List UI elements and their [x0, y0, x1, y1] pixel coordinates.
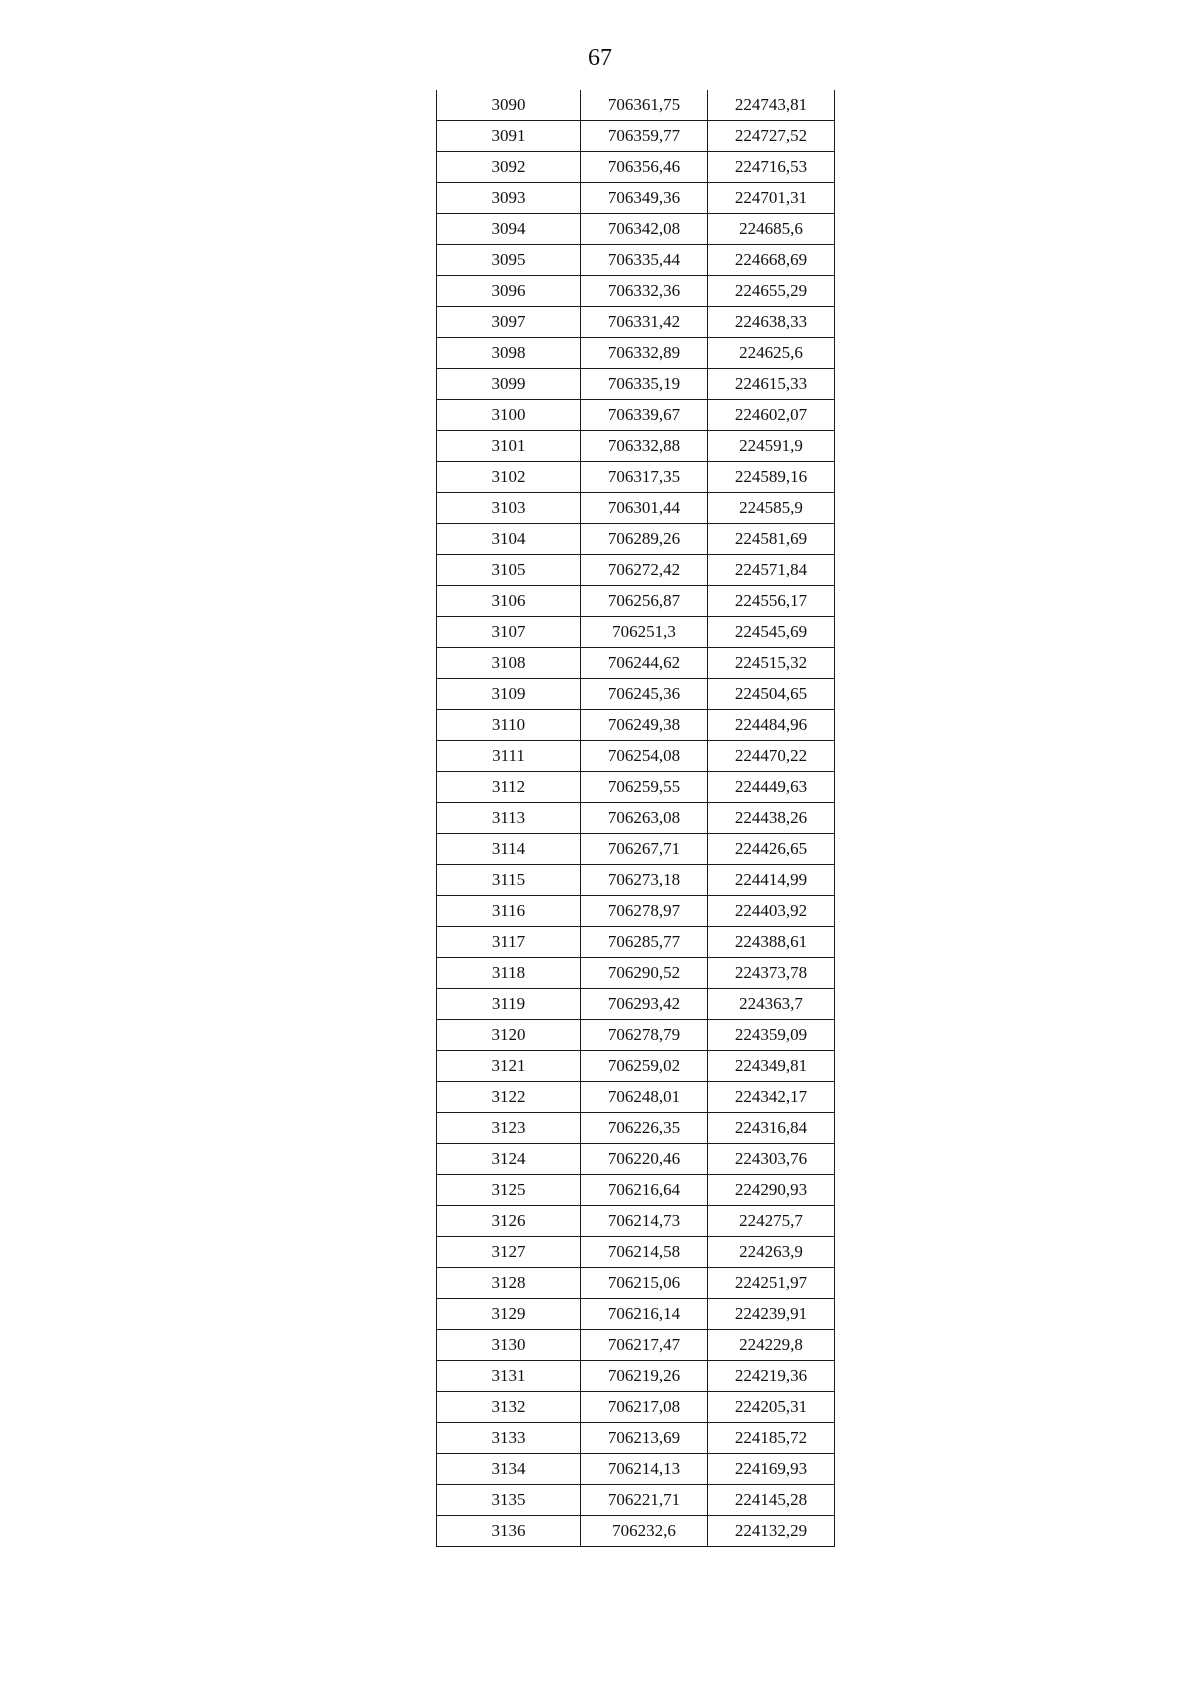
x-coordinate-cell: 706339,67 — [581, 400, 708, 431]
x-coordinate-cell: 706214,13 — [581, 1454, 708, 1485]
y-coordinate-cell: 224275,7 — [708, 1206, 835, 1237]
x-coordinate-cell: 706248,01 — [581, 1082, 708, 1113]
table-row — [437, 896, 835, 927]
point-number-cell: 3105 — [437, 555, 581, 586]
point-number-cell: 3113 — [437, 803, 581, 834]
y-coordinate-cell: 224132,29 — [708, 1516, 835, 1547]
y-coordinate-cell: 224185,72 — [708, 1423, 835, 1454]
x-coordinate-cell: 706335,44 — [581, 245, 708, 276]
point-number-cell: 3115 — [437, 865, 581, 896]
y-coordinate-cell: 224169,93 — [708, 1454, 835, 1485]
point-number-cell: 3121 — [437, 1051, 581, 1082]
table-row — [437, 183, 835, 214]
table-row — [437, 245, 835, 276]
y-coordinate-cell: 224363,7 — [708, 989, 835, 1020]
table-row — [437, 307, 835, 338]
point-number-cell: 3127 — [437, 1237, 581, 1268]
x-coordinate-cell: 706301,44 — [581, 493, 708, 524]
point-number-cell: 3119 — [437, 989, 581, 1020]
y-coordinate-cell: 224655,29 — [708, 276, 835, 307]
table-row — [437, 1144, 835, 1175]
table-row — [437, 1361, 835, 1392]
x-coordinate-cell: 706221,71 — [581, 1485, 708, 1516]
x-coordinate-cell: 706356,46 — [581, 152, 708, 183]
table-row — [437, 1516, 835, 1547]
table-row — [437, 741, 835, 772]
y-coordinate-cell: 224303,76 — [708, 1144, 835, 1175]
table-row — [437, 400, 835, 431]
table-row — [437, 462, 835, 493]
table-row — [437, 1423, 835, 1454]
y-coordinate-cell: 224219,36 — [708, 1361, 835, 1392]
y-coordinate-cell: 224591,9 — [708, 431, 835, 462]
table-row — [437, 1082, 835, 1113]
y-coordinate-cell: 224545,69 — [708, 617, 835, 648]
y-coordinate-cell: 224205,31 — [708, 1392, 835, 1423]
y-coordinate-cell: 224229,8 — [708, 1330, 835, 1361]
x-coordinate-cell: 706361,75 — [581, 90, 708, 121]
y-coordinate-cell: 224470,22 — [708, 741, 835, 772]
coordinates-table — [436, 90, 835, 1547]
x-coordinate-cell: 706349,36 — [581, 183, 708, 214]
x-coordinate-cell: 706317,35 — [581, 462, 708, 493]
table-row — [437, 772, 835, 803]
point-number-cell: 3099 — [437, 369, 581, 400]
point-number-cell: 3133 — [437, 1423, 581, 1454]
point-number-cell: 3126 — [437, 1206, 581, 1237]
x-coordinate-cell: 706216,14 — [581, 1299, 708, 1330]
x-coordinate-cell: 706214,73 — [581, 1206, 708, 1237]
y-coordinate-cell: 224743,81 — [708, 90, 835, 121]
x-coordinate-cell: 706214,58 — [581, 1237, 708, 1268]
point-number-cell: 3108 — [437, 648, 581, 679]
table-row — [437, 586, 835, 617]
point-number-cell: 3130 — [437, 1330, 581, 1361]
y-coordinate-cell: 224685,6 — [708, 214, 835, 245]
x-coordinate-cell: 706213,69 — [581, 1423, 708, 1454]
table-row — [437, 927, 835, 958]
x-coordinate-cell: 706217,08 — [581, 1392, 708, 1423]
y-coordinate-cell: 224571,84 — [708, 555, 835, 586]
point-number-cell: 3091 — [437, 121, 581, 152]
point-number-cell: 3101 — [437, 431, 581, 462]
point-number-cell: 3129 — [437, 1299, 581, 1330]
y-coordinate-cell: 224515,32 — [708, 648, 835, 679]
x-coordinate-cell: 706219,26 — [581, 1361, 708, 1392]
x-coordinate-cell: 706272,42 — [581, 555, 708, 586]
y-coordinate-cell: 224426,65 — [708, 834, 835, 865]
y-coordinate-cell: 224414,99 — [708, 865, 835, 896]
point-number-cell: 3095 — [437, 245, 581, 276]
x-coordinate-cell: 706267,71 — [581, 834, 708, 865]
x-coordinate-cell: 706290,52 — [581, 958, 708, 989]
point-number-cell: 3134 — [437, 1454, 581, 1485]
table-row — [437, 1051, 835, 1082]
y-coordinate-cell: 224625,6 — [708, 338, 835, 369]
point-number-cell: 3103 — [437, 493, 581, 524]
point-number-cell: 3111 — [437, 741, 581, 772]
x-coordinate-cell: 706259,02 — [581, 1051, 708, 1082]
y-coordinate-cell: 224239,91 — [708, 1299, 835, 1330]
y-coordinate-cell: 224504,65 — [708, 679, 835, 710]
y-coordinate-cell: 224438,26 — [708, 803, 835, 834]
table-row — [437, 493, 835, 524]
table-row — [437, 1392, 835, 1423]
point-number-cell: 3128 — [437, 1268, 581, 1299]
x-coordinate-cell: 706244,62 — [581, 648, 708, 679]
table-row — [437, 1485, 835, 1516]
x-coordinate-cell: 706331,42 — [581, 307, 708, 338]
point-number-cell: 3124 — [437, 1144, 581, 1175]
point-number-cell: 3132 — [437, 1392, 581, 1423]
x-coordinate-cell: 706278,97 — [581, 896, 708, 927]
table-row — [437, 1175, 835, 1206]
x-coordinate-cell: 706263,08 — [581, 803, 708, 834]
x-coordinate-cell: 706256,87 — [581, 586, 708, 617]
page-number: 67 — [588, 45, 612, 71]
y-coordinate-cell: 224484,96 — [708, 710, 835, 741]
x-coordinate-cell: 706220,46 — [581, 1144, 708, 1175]
x-coordinate-cell: 706254,08 — [581, 741, 708, 772]
table-row — [437, 958, 835, 989]
table-row — [437, 369, 835, 400]
y-coordinate-cell: 224263,9 — [708, 1237, 835, 1268]
x-coordinate-cell: 706217,47 — [581, 1330, 708, 1361]
y-coordinate-cell: 224716,53 — [708, 152, 835, 183]
point-number-cell: 3097 — [437, 307, 581, 338]
table-row — [437, 121, 835, 152]
y-coordinate-cell: 224316,84 — [708, 1113, 835, 1144]
table-row — [437, 555, 835, 586]
y-coordinate-cell: 224602,07 — [708, 400, 835, 431]
point-number-cell: 3098 — [437, 338, 581, 369]
table-row — [437, 803, 835, 834]
y-coordinate-cell: 224581,69 — [708, 524, 835, 555]
point-number-cell: 3100 — [437, 400, 581, 431]
table-row — [437, 276, 835, 307]
point-number-cell: 3123 — [437, 1113, 581, 1144]
point-number-cell: 3109 — [437, 679, 581, 710]
point-number-cell: 3096 — [437, 276, 581, 307]
table-row — [437, 431, 835, 462]
x-coordinate-cell: 706342,08 — [581, 214, 708, 245]
y-coordinate-cell: 224727,52 — [708, 121, 835, 152]
y-coordinate-cell: 224388,61 — [708, 927, 835, 958]
y-coordinate-cell: 224638,33 — [708, 307, 835, 338]
y-coordinate-cell: 224556,17 — [708, 586, 835, 617]
table-row — [437, 214, 835, 245]
table-row — [437, 1268, 835, 1299]
x-coordinate-cell: 706249,38 — [581, 710, 708, 741]
y-coordinate-cell: 224145,28 — [708, 1485, 835, 1516]
y-coordinate-cell: 224342,17 — [708, 1082, 835, 1113]
point-number-cell: 3107 — [437, 617, 581, 648]
x-coordinate-cell: 706226,35 — [581, 1113, 708, 1144]
point-number-cell: 3090 — [437, 90, 581, 121]
point-number-cell: 3116 — [437, 896, 581, 927]
table-row — [437, 989, 835, 1020]
table-row — [437, 152, 835, 183]
x-coordinate-cell: 706359,77 — [581, 121, 708, 152]
x-coordinate-cell: 706259,55 — [581, 772, 708, 803]
table-row — [437, 1454, 835, 1485]
table-row — [437, 865, 835, 896]
y-coordinate-cell: 224449,63 — [708, 772, 835, 803]
table-row — [437, 1206, 835, 1237]
x-coordinate-cell: 706332,36 — [581, 276, 708, 307]
point-number-cell: 3118 — [437, 958, 581, 989]
table-row — [437, 1330, 835, 1361]
x-coordinate-cell: 706215,06 — [581, 1268, 708, 1299]
point-number-cell: 3117 — [437, 927, 581, 958]
y-coordinate-cell: 224349,81 — [708, 1051, 835, 1082]
x-coordinate-cell: 706289,26 — [581, 524, 708, 555]
x-coordinate-cell: 706332,89 — [581, 338, 708, 369]
y-coordinate-cell: 224589,16 — [708, 462, 835, 493]
table-row — [437, 1299, 835, 1330]
x-coordinate-cell: 706332,88 — [581, 431, 708, 462]
point-number-cell: 3120 — [437, 1020, 581, 1051]
point-number-cell: 3102 — [437, 462, 581, 493]
coordinates-table-body — [437, 90, 835, 1547]
y-coordinate-cell: 224290,93 — [708, 1175, 835, 1206]
y-coordinate-cell: 224585,9 — [708, 493, 835, 524]
point-number-cell: 3092 — [437, 152, 581, 183]
x-coordinate-cell: 706232,6 — [581, 1516, 708, 1547]
point-number-cell: 3110 — [437, 710, 581, 741]
table-row — [437, 1237, 835, 1268]
point-number-cell: 3112 — [437, 772, 581, 803]
y-coordinate-cell: 224359,09 — [708, 1020, 835, 1051]
point-number-cell: 3094 — [437, 214, 581, 245]
x-coordinate-cell: 706245,36 — [581, 679, 708, 710]
table-row — [437, 710, 835, 741]
point-number-cell: 3122 — [437, 1082, 581, 1113]
y-coordinate-cell: 224251,97 — [708, 1268, 835, 1299]
point-number-cell: 3136 — [437, 1516, 581, 1547]
table-row — [437, 1020, 835, 1051]
point-number-cell: 3135 — [437, 1485, 581, 1516]
x-coordinate-cell: 706251,3 — [581, 617, 708, 648]
point-number-cell: 3114 — [437, 834, 581, 865]
table-row — [437, 679, 835, 710]
point-number-cell: 3093 — [437, 183, 581, 214]
table-row — [437, 524, 835, 555]
point-number-cell: 3106 — [437, 586, 581, 617]
point-number-cell: 3125 — [437, 1175, 581, 1206]
y-coordinate-cell: 224701,31 — [708, 183, 835, 214]
point-number-cell: 3104 — [437, 524, 581, 555]
table-row — [437, 834, 835, 865]
table-row — [437, 1113, 835, 1144]
x-coordinate-cell: 706335,19 — [581, 369, 708, 400]
x-coordinate-cell: 706273,18 — [581, 865, 708, 896]
x-coordinate-cell: 706278,79 — [581, 1020, 708, 1051]
table-row — [437, 90, 835, 121]
y-coordinate-cell: 224668,69 — [708, 245, 835, 276]
x-coordinate-cell: 706216,64 — [581, 1175, 708, 1206]
table-row — [437, 338, 835, 369]
y-coordinate-cell: 224403,92 — [708, 896, 835, 927]
point-number-cell: 3131 — [437, 1361, 581, 1392]
x-coordinate-cell: 706293,42 — [581, 989, 708, 1020]
table-row — [437, 648, 835, 679]
table-row — [437, 617, 835, 648]
y-coordinate-cell: 224373,78 — [708, 958, 835, 989]
y-coordinate-cell: 224615,33 — [708, 369, 835, 400]
x-coordinate-cell: 706285,77 — [581, 927, 708, 958]
